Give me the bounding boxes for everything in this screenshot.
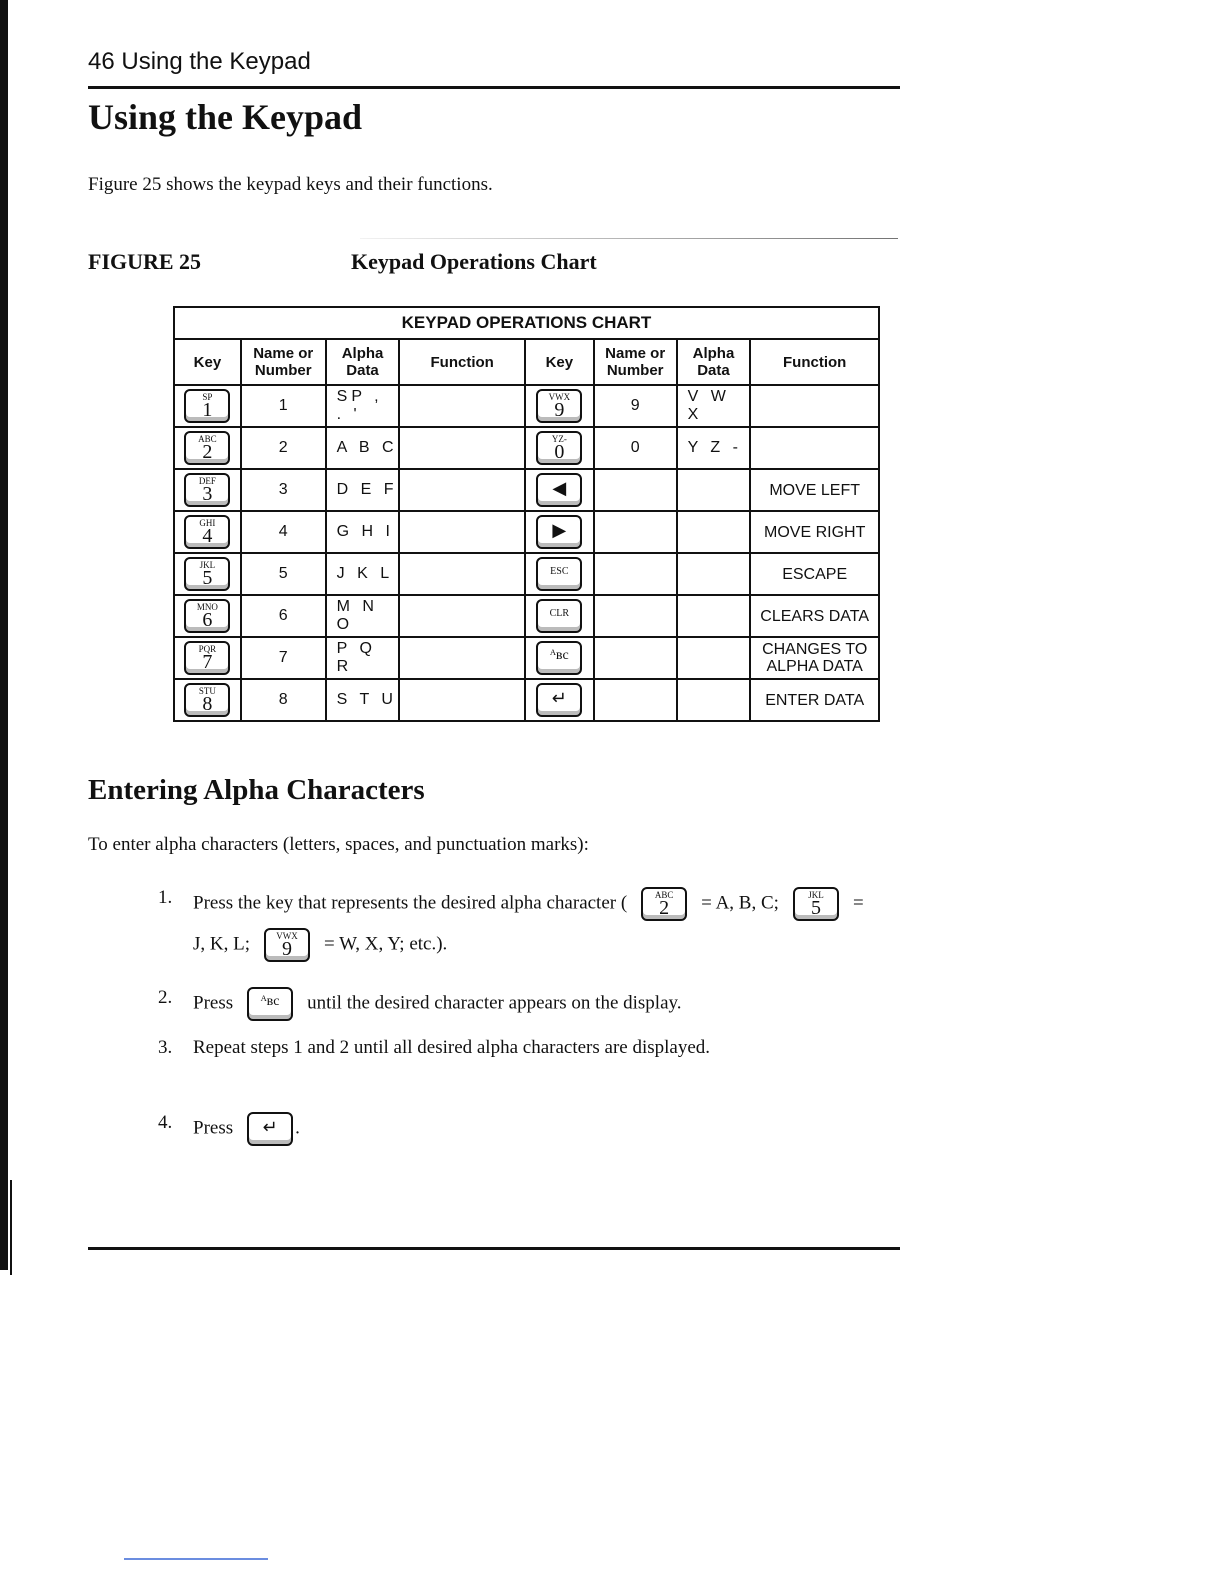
- clear-key-icon: CLR: [536, 599, 582, 633]
- column-header: Name or Number: [241, 339, 326, 385]
- alpha-mode-icon: ᴬʙc: [247, 987, 293, 1021]
- alpha-data: S T U: [326, 679, 400, 721]
- alpha-data: [677, 637, 751, 679]
- function: [399, 679, 525, 721]
- key-8-icon: STU 8: [184, 683, 230, 717]
- alpha-data: SP , . ': [326, 385, 400, 427]
- alpha-data: Y Z -: [677, 427, 751, 469]
- alpha-data: [677, 469, 751, 511]
- figure-title: Keypad Operations Chart: [351, 249, 597, 274]
- alpha-data: [677, 553, 751, 595]
- key-6-icon: MNO 6: [184, 599, 230, 633]
- table-row: [174, 637, 879, 679]
- name-or-number: 9: [594, 385, 677, 427]
- name-or-number: [594, 469, 677, 511]
- key-2-icon: ABC 2: [641, 887, 687, 921]
- table-row: [174, 469, 879, 511]
- keypad-operations-chart: [173, 306, 880, 722]
- section-title: Entering Alpha Characters: [88, 774, 425, 806]
- alpha-data: D E F: [326, 469, 400, 511]
- escape-key-icon: ESC: [536, 557, 582, 591]
- key-5-icon: JKL 5: [793, 887, 839, 921]
- column-header: Function: [399, 339, 525, 385]
- table-row: [174, 427, 879, 469]
- chart-title: KEYPAD OPERATIONS CHART: [174, 307, 879, 339]
- table-row: [174, 553, 879, 595]
- column-header: Key: [174, 339, 241, 385]
- name-or-number: [594, 679, 677, 721]
- name-or-number: 4: [241, 511, 326, 553]
- key-7-icon: PQR 7: [184, 641, 230, 675]
- name-or-number: [594, 637, 677, 679]
- function: [399, 553, 525, 595]
- alpha-data: G H I: [326, 511, 400, 553]
- table-row: [174, 679, 879, 721]
- figure-rule: [360, 238, 898, 239]
- name-or-number: [594, 511, 677, 553]
- alpha-data: V W X: [677, 385, 751, 427]
- function: [399, 637, 525, 679]
- key-0-icon: YZ- 0: [536, 431, 582, 465]
- function: [399, 427, 525, 469]
- left-arrow-icon: ◀: [536, 473, 582, 507]
- function: MOVE LEFT: [750, 469, 879, 511]
- alpha-data: A B C: [326, 427, 400, 469]
- page-edge-line: [10, 1180, 12, 1275]
- key-1-icon: SP 1: [184, 389, 230, 423]
- name-or-number: 5: [241, 553, 326, 595]
- right-arrow-icon: ▶: [536, 515, 582, 549]
- enter-icon: ↵: [536, 683, 582, 717]
- alpha-data: [677, 679, 751, 721]
- key-5-icon: JKL 5: [184, 557, 230, 591]
- function: [750, 427, 879, 469]
- key-2-icon: ABC 2: [184, 431, 230, 465]
- intro-text: Figure 25 shows the keypad keys and their functions.: [88, 174, 493, 195]
- table-row: [174, 595, 879, 637]
- alpha-data: J K L: [326, 553, 400, 595]
- name-or-number: [594, 553, 677, 595]
- alpha-mode-icon: ᴬʙc: [536, 641, 582, 675]
- name-or-number: 2: [241, 427, 326, 469]
- alpha-data: M N O: [326, 595, 400, 637]
- name-or-number: 7: [241, 637, 326, 679]
- name-or-number: 6: [241, 595, 326, 637]
- function: [399, 595, 525, 637]
- name-or-number: 1: [241, 385, 326, 427]
- function: CHANGES TO ALPHA DATA: [750, 637, 879, 679]
- function: [399, 385, 525, 427]
- function: [399, 511, 525, 553]
- header-rule: [88, 86, 900, 89]
- column-header: Key: [525, 339, 594, 385]
- function: ENTER DATA: [750, 679, 879, 721]
- function: MOVE RIGHT: [750, 511, 879, 553]
- function: [750, 385, 879, 427]
- column-header: Name or Number: [594, 339, 677, 385]
- column-header: Function: [750, 339, 879, 385]
- table-row: [174, 385, 879, 427]
- table-row: [174, 511, 879, 553]
- alpha-data: [677, 511, 751, 553]
- page-edge-bar: [0, 0, 8, 1270]
- running-head: 46 Using the Keypad: [88, 48, 311, 75]
- page-title: Using the Keypad: [88, 97, 363, 137]
- alpha-data: P Q R: [326, 637, 400, 679]
- function: CLEARS DATA: [750, 595, 879, 637]
- step-1-continued: J, K, L; VWX 9 = W, X, Y; etc.).: [193, 928, 447, 962]
- figure-label: FIGURE 25: [88, 249, 202, 274]
- key-3-icon: DEF 3: [184, 473, 230, 507]
- name-or-number: [594, 595, 677, 637]
- key-4-icon: GHI 4: [184, 515, 230, 549]
- section-lead: To enter alpha characters (letters, spaces, and punctuation marks):: [88, 834, 589, 855]
- name-or-number: 3: [241, 469, 326, 511]
- name-or-number: 0: [594, 427, 677, 469]
- page-mark: [124, 1558, 268, 1560]
- function: ESCAPE: [750, 553, 879, 595]
- key-9-icon: VWX 9: [536, 389, 582, 423]
- column-header: Alpha Data: [326, 339, 400, 385]
- enter-icon: ↵: [247, 1112, 293, 1146]
- footer-rule: [88, 1247, 900, 1250]
- key-9-icon: VWX 9: [264, 928, 310, 962]
- alpha-data: [677, 595, 751, 637]
- function: [399, 469, 525, 511]
- name-or-number: 8: [241, 679, 326, 721]
- column-header: Alpha Data: [677, 339, 751, 385]
